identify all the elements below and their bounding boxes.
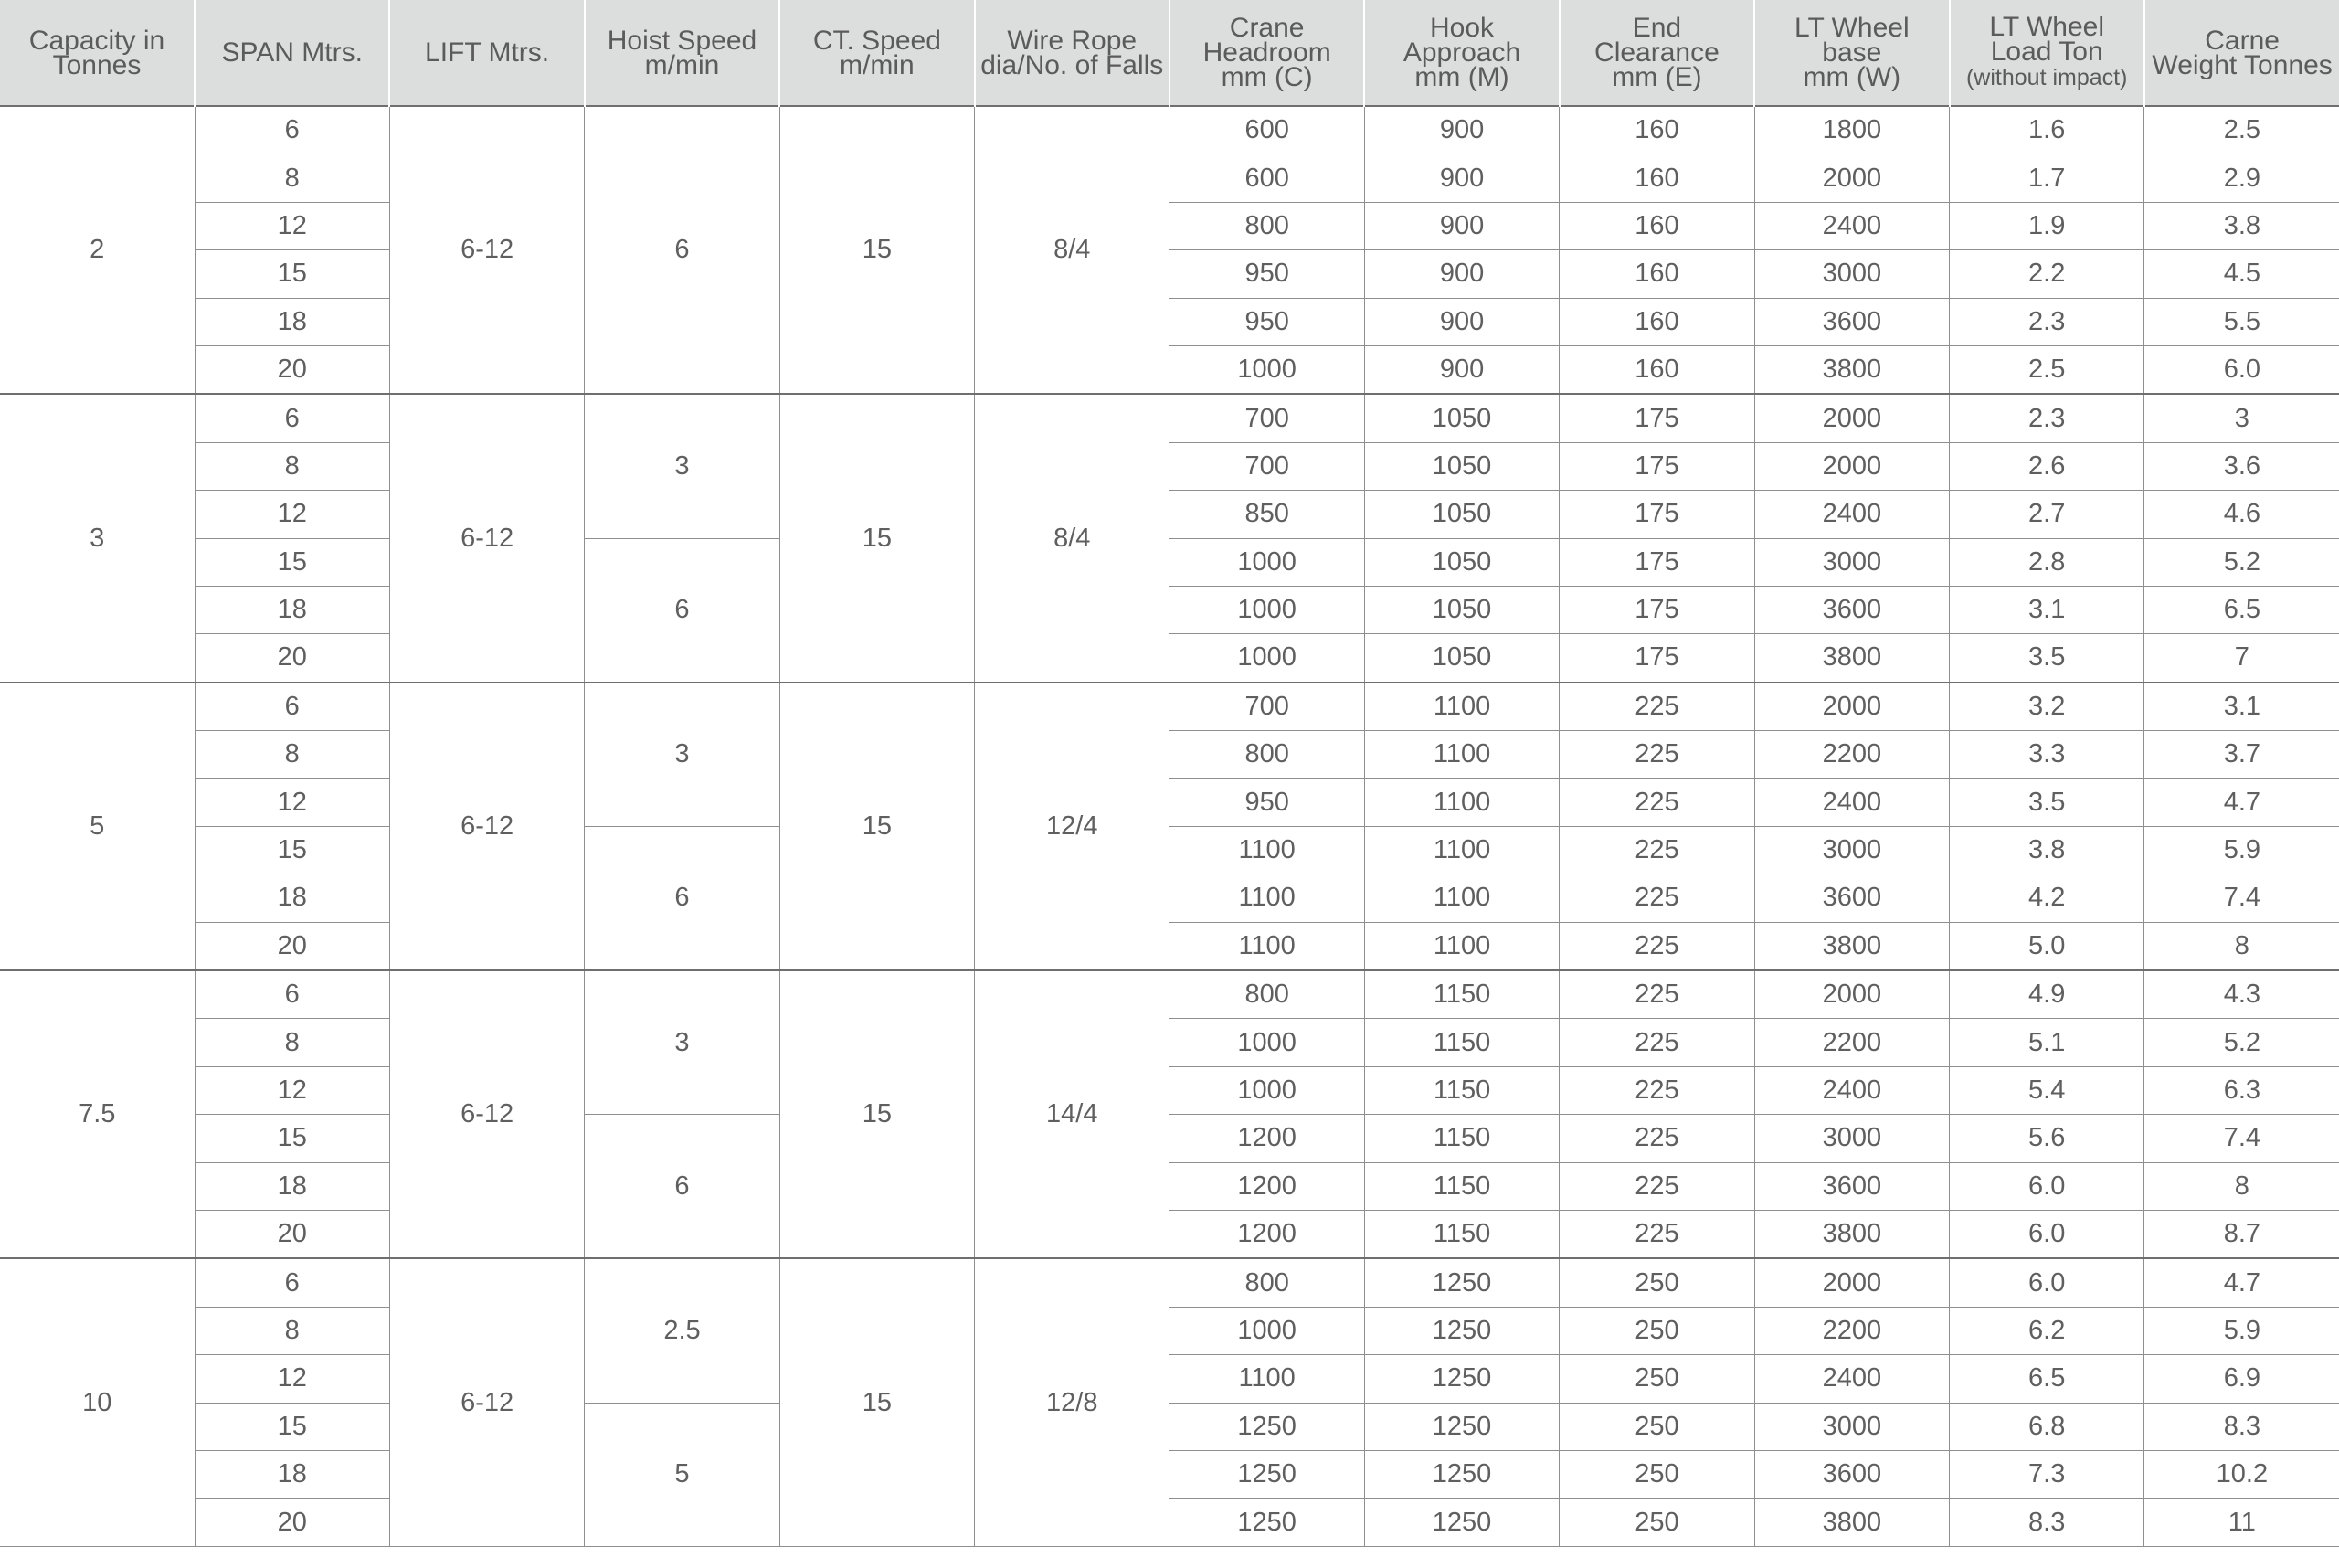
cell-end-clearance: 175	[1560, 394, 1754, 442]
cell-end-clearance: 175	[1560, 586, 1754, 633]
cell-hoist-speed: 3	[585, 970, 779, 1115]
cell-span: 18	[195, 1450, 389, 1498]
table-row	[0, 826, 2339, 874]
table-row	[0, 1355, 2339, 1403]
header-span: SPAN Mtrs.	[195, 0, 389, 106]
cell-end-clearance: 225	[1560, 1066, 1754, 1114]
cell-span: 8	[195, 154, 389, 202]
cell-span: 8	[195, 1307, 389, 1354]
cell-hook-approach: 900	[1364, 106, 1559, 154]
cell-wheel-base: 2000	[1754, 394, 1949, 442]
cell-hook-approach: 900	[1364, 345, 1559, 394]
cell-span: 8	[195, 1019, 389, 1066]
table-row	[0, 1403, 2339, 1450]
cell-wheel-load: 2.7	[1950, 491, 2144, 538]
cell-end-clearance: 225	[1560, 922, 1754, 970]
table-row	[0, 1258, 2339, 1307]
cell-wheel-load: 5.1	[1950, 1019, 2144, 1066]
cell-end-clearance: 250	[1560, 1403, 1754, 1450]
cell-hoist-speed: 3	[585, 683, 779, 827]
cell-crane-weight: 3.7	[2144, 731, 2339, 779]
cell-span: 12	[195, 491, 389, 538]
cell-hook-approach: 1250	[1364, 1499, 1559, 1546]
cell-end-clearance: 160	[1560, 202, 1754, 249]
cell-ct-speed: 15	[779, 106, 974, 394]
cell-end-clearance: 225	[1560, 1019, 1754, 1066]
table-row	[0, 538, 2339, 586]
cell-end-clearance: 225	[1560, 779, 1754, 826]
cell-headroom: 1100	[1170, 1355, 1364, 1403]
cell-wheel-base: 3600	[1754, 874, 1949, 922]
cell-hook-approach: 1150	[1364, 1210, 1559, 1258]
cell-headroom: 950	[1170, 779, 1364, 826]
cell-span: 15	[195, 250, 389, 298]
cell-wheel-base: 3800	[1754, 634, 1949, 683]
cell-crane-weight: 11	[2144, 1499, 2339, 1546]
cell-wheel-load: 3.5	[1950, 634, 2144, 683]
cell-hook-approach: 1100	[1364, 874, 1559, 922]
cell-headroom: 850	[1170, 491, 1364, 538]
cell-crane-weight: 4.7	[2144, 779, 2339, 826]
cell-wheel-load: 6.0	[1950, 1258, 2144, 1307]
cell-headroom: 600	[1170, 106, 1364, 154]
cell-headroom: 1100	[1170, 826, 1364, 874]
cell-end-clearance: 160	[1560, 298, 1754, 345]
cell-wheel-load: 2.3	[1950, 394, 2144, 442]
cell-wire-rope: 8/4	[975, 394, 1170, 682]
cell-hook-approach: 1250	[1364, 1258, 1559, 1307]
cell-end-clearance: 225	[1560, 874, 1754, 922]
cell-wheel-base: 3000	[1754, 250, 1949, 298]
cell-wheel-load: 5.4	[1950, 1066, 2144, 1114]
cell-wheel-base: 2200	[1754, 731, 1949, 779]
cell-hook-approach: 1250	[1364, 1355, 1559, 1403]
cell-hook-approach: 1050	[1364, 634, 1559, 683]
cell-end-clearance: 250	[1560, 1258, 1754, 1307]
cell-span: 15	[195, 1115, 389, 1162]
cell-span: 20	[195, 1210, 389, 1258]
cell-span: 6	[195, 970, 389, 1019]
cell-hook-approach: 1250	[1364, 1307, 1559, 1354]
header-end-clearance: End Clearance mm (E)	[1560, 0, 1754, 106]
cell-crane-weight: 5.9	[2144, 826, 2339, 874]
cell-span: 8	[195, 442, 389, 490]
cell-headroom: 1200	[1170, 1162, 1364, 1210]
cell-hoist-speed: 6	[585, 1115, 779, 1259]
cell-crane-weight: 5.5	[2144, 298, 2339, 345]
table-row	[0, 1499, 2339, 1546]
cell-wheel-load: 5.6	[1950, 1115, 2144, 1162]
table-row	[0, 1115, 2339, 1162]
cell-span: 15	[195, 826, 389, 874]
cell-headroom: 700	[1170, 394, 1364, 442]
cell-end-clearance: 225	[1560, 1162, 1754, 1210]
cell-hook-approach: 1250	[1364, 1450, 1559, 1498]
cell-hook-approach: 1150	[1364, 1019, 1559, 1066]
cell-crane-weight: 7	[2144, 634, 2339, 683]
cell-lift: 6-12	[389, 394, 584, 682]
cell-span: 6	[195, 1258, 389, 1307]
cell-span: 12	[195, 1355, 389, 1403]
cell-crane-weight: 5.9	[2144, 1307, 2339, 1354]
cell-wheel-base: 2400	[1754, 202, 1949, 249]
cell-capacity: 7.5	[0, 970, 195, 1258]
cell-span: 18	[195, 586, 389, 633]
cell-wheel-base: 2400	[1754, 779, 1949, 826]
cell-headroom: 1200	[1170, 1210, 1364, 1258]
cell-hook-approach: 900	[1364, 298, 1559, 345]
cell-end-clearance: 250	[1560, 1307, 1754, 1354]
cell-wheel-load: 3.8	[1950, 826, 2144, 874]
cell-wheel-base: 2000	[1754, 683, 1949, 731]
cell-headroom: 800	[1170, 202, 1364, 249]
cell-headroom: 700	[1170, 442, 1364, 490]
cell-headroom: 800	[1170, 1258, 1364, 1307]
table-row	[0, 586, 2339, 633]
table-row	[0, 970, 2339, 1019]
cell-headroom: 1250	[1170, 1499, 1364, 1546]
cell-wheel-load: 6.0	[1950, 1162, 2144, 1210]
cell-wheel-load: 1.9	[1950, 202, 2144, 249]
cell-capacity: 10	[0, 1258, 195, 1546]
cell-wheel-load: 8.3	[1950, 1499, 2144, 1546]
cell-wheel-load: 2.6	[1950, 442, 2144, 490]
cell-wheel-load: 1.7	[1950, 154, 2144, 202]
cell-hook-approach: 1100	[1364, 779, 1559, 826]
cell-hook-approach: 1100	[1364, 683, 1559, 731]
cell-wheel-base: 2000	[1754, 442, 1949, 490]
table-row	[0, 154, 2339, 202]
table-row	[0, 922, 2339, 970]
cell-crane-weight: 5.2	[2144, 538, 2339, 586]
cell-span: 8	[195, 731, 389, 779]
cell-crane-weight: 7.4	[2144, 1115, 2339, 1162]
cell-wheel-base: 3600	[1754, 1162, 1949, 1210]
cell-span: 20	[195, 1499, 389, 1546]
cell-span: 18	[195, 1162, 389, 1210]
cell-headroom: 600	[1170, 154, 1364, 202]
cell-hook-approach: 1050	[1364, 394, 1559, 442]
cell-crane-weight: 6.5	[2144, 586, 2339, 633]
cell-headroom: 1200	[1170, 1115, 1364, 1162]
cell-headroom: 800	[1170, 731, 1364, 779]
cell-crane-weight: 7.4	[2144, 874, 2339, 922]
cell-wheel-load: 4.9	[1950, 970, 2144, 1019]
cell-headroom: 1000	[1170, 538, 1364, 586]
cell-headroom: 950	[1170, 250, 1364, 298]
cell-crane-weight: 3.1	[2144, 683, 2339, 731]
cell-headroom: 1250	[1170, 1450, 1364, 1498]
cell-headroom: 1000	[1170, 1307, 1364, 1354]
table-row	[0, 1307, 2339, 1354]
cell-end-clearance: 175	[1560, 538, 1754, 586]
cell-end-clearance: 160	[1560, 250, 1754, 298]
cell-hook-approach: 1150	[1364, 970, 1559, 1019]
cell-hook-approach: 1050	[1364, 586, 1559, 633]
cell-capacity: 3	[0, 394, 195, 682]
cell-headroom: 1100	[1170, 922, 1364, 970]
cell-headroom: 1000	[1170, 1066, 1364, 1114]
table-row	[0, 345, 2339, 394]
cell-lift: 6-12	[389, 1258, 584, 1546]
cell-span: 20	[195, 634, 389, 683]
table-row	[0, 1210, 2339, 1258]
table-row	[0, 634, 2339, 683]
table-row	[0, 731, 2339, 779]
header-row	[0, 0, 2339, 106]
cell-end-clearance: 175	[1560, 442, 1754, 490]
cell-hook-approach: 1050	[1364, 491, 1559, 538]
cell-wheel-base: 1800	[1754, 106, 1949, 154]
cell-wheel-base: 3000	[1754, 826, 1949, 874]
cell-wire-rope: 12/8	[975, 1258, 1170, 1546]
cell-wheel-load: 6.8	[1950, 1403, 2144, 1450]
cell-wheel-load: 2.3	[1950, 298, 2144, 345]
cell-wheel-base: 3800	[1754, 1210, 1949, 1258]
cell-wheel-load: 4.2	[1950, 874, 2144, 922]
cell-wheel-load: 6.2	[1950, 1307, 2144, 1354]
table-row	[0, 106, 2339, 154]
cell-hook-approach: 1050	[1364, 538, 1559, 586]
cell-hoist-speed: 3	[585, 394, 779, 538]
cell-end-clearance: 160	[1560, 106, 1754, 154]
cell-crane-weight: 5.2	[2144, 1019, 2339, 1066]
cell-span: 20	[195, 345, 389, 394]
cell-crane-weight: 8.3	[2144, 1403, 2339, 1450]
cell-wheel-load: 5.0	[1950, 922, 2144, 970]
cell-wheel-load: 6.0	[1950, 1210, 2144, 1258]
cell-end-clearance: 225	[1560, 731, 1754, 779]
cell-crane-weight: 4.7	[2144, 1258, 2339, 1307]
header-lt-wheel-load: LT Wheel Load Ton (without impact)	[1950, 0, 2144, 106]
header-hook-approach: Hook Approach mm (M)	[1364, 0, 1559, 106]
header-capacity: Capacity in Tonnes	[0, 0, 195, 106]
cell-wheel-base: 3600	[1754, 586, 1949, 633]
cell-span: 15	[195, 538, 389, 586]
cell-end-clearance: 225	[1560, 683, 1754, 731]
cell-end-clearance: 175	[1560, 491, 1754, 538]
cell-hoist-speed: 6	[585, 538, 779, 683]
header-hoist-speed: Hoist Speed m/min	[585, 0, 779, 106]
table-row	[0, 394, 2339, 442]
cell-hoist-speed: 2.5	[585, 1258, 779, 1403]
table-body	[0, 106, 2339, 1546]
cell-wheel-base: 3000	[1754, 538, 1949, 586]
table-row	[0, 250, 2339, 298]
table-row	[0, 491, 2339, 538]
cell-wheel-base: 2400	[1754, 1355, 1949, 1403]
cell-span: 6	[195, 106, 389, 154]
header-lt-wheel-base: LT Wheel base mm (W)	[1754, 0, 1949, 106]
cell-crane-weight: 4.5	[2144, 250, 2339, 298]
cell-ct-speed: 15	[779, 1258, 974, 1546]
cell-end-clearance: 250	[1560, 1499, 1754, 1546]
cell-crane-weight: 6.9	[2144, 1355, 2339, 1403]
cell-span: 6	[195, 394, 389, 442]
cell-crane-weight: 2.9	[2144, 154, 2339, 202]
cell-wheel-load: 1.6	[1950, 106, 2144, 154]
cell-end-clearance: 250	[1560, 1450, 1754, 1498]
cell-wheel-load: 2.8	[1950, 538, 2144, 586]
table-row	[0, 1019, 2339, 1066]
cell-wheel-base: 2400	[1754, 491, 1949, 538]
cell-span: 15	[195, 1403, 389, 1450]
cell-wheel-base: 2000	[1754, 1258, 1949, 1307]
table-row	[0, 442, 2339, 490]
cell-hook-approach: 1050	[1364, 442, 1559, 490]
cell-hook-approach: 1250	[1364, 1403, 1559, 1450]
cell-hook-approach: 900	[1364, 154, 1559, 202]
cell-end-clearance: 160	[1560, 345, 1754, 394]
cell-span: 12	[195, 779, 389, 826]
cell-hook-approach: 1150	[1364, 1162, 1559, 1210]
cell-headroom: 1000	[1170, 345, 1364, 394]
cell-wheel-load: 3.2	[1950, 683, 2144, 731]
table-row	[0, 202, 2339, 249]
cell-headroom: 1100	[1170, 874, 1364, 922]
cell-capacity: 2	[0, 106, 195, 394]
cell-wheel-load: 3.1	[1950, 586, 2144, 633]
cell-wheel-base: 3800	[1754, 345, 1949, 394]
table-row	[0, 1450, 2339, 1498]
cell-wheel-base: 3800	[1754, 922, 1949, 970]
cell-span: 6	[195, 683, 389, 731]
cell-lift: 6-12	[389, 106, 584, 394]
cell-wheel-base: 3000	[1754, 1115, 1949, 1162]
cell-wheel-load: 3.5	[1950, 779, 2144, 826]
header-lift: LIFT Mtrs.	[389, 0, 584, 106]
cell-wheel-base: 2000	[1754, 970, 1949, 1019]
cell-hoist-speed: 6	[585, 826, 779, 970]
cell-hoist-speed: 5	[585, 1403, 779, 1546]
cell-crane-weight: 4.3	[2144, 970, 2339, 1019]
cell-end-clearance: 225	[1560, 1210, 1754, 1258]
cell-hook-approach: 1100	[1364, 922, 1559, 970]
cell-ct-speed: 15	[779, 394, 974, 682]
table-row	[0, 683, 2339, 731]
cell-headroom: 700	[1170, 683, 1364, 731]
cell-wire-rope: 8/4	[975, 106, 1170, 394]
table-row	[0, 874, 2339, 922]
cell-wheel-load: 6.5	[1950, 1355, 2144, 1403]
header-crane-weight: Carne Weight Tonnes	[2144, 0, 2339, 106]
cell-wheel-base: 3800	[1754, 1499, 1949, 1546]
cell-hook-approach: 1150	[1364, 1066, 1559, 1114]
cell-crane-weight: 6.0	[2144, 345, 2339, 394]
cell-span: 18	[195, 298, 389, 345]
cell-capacity: 5	[0, 683, 195, 970]
cell-headroom: 950	[1170, 298, 1364, 345]
cell-crane-weight: 8	[2144, 922, 2339, 970]
table-header	[0, 0, 2339, 106]
cell-ct-speed: 15	[779, 970, 974, 1258]
cell-crane-weight: 6.3	[2144, 1066, 2339, 1114]
cell-lift: 6-12	[389, 970, 584, 1258]
cell-wire-rope: 14/4	[975, 970, 1170, 1258]
cell-crane-weight: 3.8	[2144, 202, 2339, 249]
cell-hook-approach: 1150	[1364, 1115, 1559, 1162]
cell-crane-weight: 4.6	[2144, 491, 2339, 538]
cell-headroom: 800	[1170, 970, 1364, 1019]
cell-crane-weight: 3.6	[2144, 442, 2339, 490]
cell-wheel-base: 2200	[1754, 1019, 1949, 1066]
cell-span: 20	[195, 922, 389, 970]
header-wire-rope: Wire Rope dia/No. of Falls	[975, 0, 1170, 106]
cell-hoist-speed: 6	[585, 106, 779, 394]
table-row	[0, 1066, 2339, 1114]
cell-hook-approach: 1100	[1364, 826, 1559, 874]
cell-span: 12	[195, 202, 389, 249]
header-ct-speed: CT. Speed m/min	[779, 0, 974, 106]
cell-wheel-base: 2400	[1754, 1066, 1949, 1114]
cell-headroom: 1000	[1170, 634, 1364, 683]
cell-wheel-base: 2000	[1754, 154, 1949, 202]
cell-wire-rope: 12/4	[975, 683, 1170, 970]
cell-end-clearance: 160	[1560, 154, 1754, 202]
cell-crane-weight: 8.7	[2144, 1210, 2339, 1258]
cell-ct-speed: 15	[779, 683, 974, 970]
cell-span: 18	[195, 874, 389, 922]
cell-hook-approach: 900	[1364, 202, 1559, 249]
header-crane-headroom: Crane Headroom mm (C)	[1170, 0, 1364, 106]
cell-crane-weight: 8	[2144, 1162, 2339, 1210]
cell-span: 12	[195, 1066, 389, 1114]
cell-hook-approach: 900	[1364, 250, 1559, 298]
table-row	[0, 1162, 2339, 1210]
cell-wheel-load: 2.2	[1950, 250, 2144, 298]
cell-headroom: 1000	[1170, 586, 1364, 633]
cell-end-clearance: 225	[1560, 970, 1754, 1019]
cell-wheel-load: 2.5	[1950, 345, 2144, 394]
cell-hook-approach: 1100	[1364, 731, 1559, 779]
cell-headroom: 1250	[1170, 1403, 1364, 1450]
table-row	[0, 779, 2339, 826]
cell-crane-weight: 10.2	[2144, 1450, 2339, 1498]
cell-end-clearance: 225	[1560, 826, 1754, 874]
cell-wheel-base: 2200	[1754, 1307, 1949, 1354]
cell-crane-weight: 3	[2144, 394, 2339, 442]
cell-headroom: 1000	[1170, 1019, 1364, 1066]
cell-lift: 6-12	[389, 683, 584, 970]
cell-wheel-base: 3600	[1754, 298, 1949, 345]
cell-wheel-base: 3000	[1754, 1403, 1949, 1450]
cell-end-clearance: 175	[1560, 634, 1754, 683]
cell-end-clearance: 225	[1560, 1115, 1754, 1162]
cell-wheel-load: 7.3	[1950, 1450, 2144, 1498]
cell-wheel-base: 3600	[1754, 1450, 1949, 1498]
cell-crane-weight: 2.5	[2144, 106, 2339, 154]
table-row	[0, 298, 2339, 345]
cell-end-clearance: 250	[1560, 1355, 1754, 1403]
cell-wheel-load: 3.3	[1950, 731, 2144, 779]
